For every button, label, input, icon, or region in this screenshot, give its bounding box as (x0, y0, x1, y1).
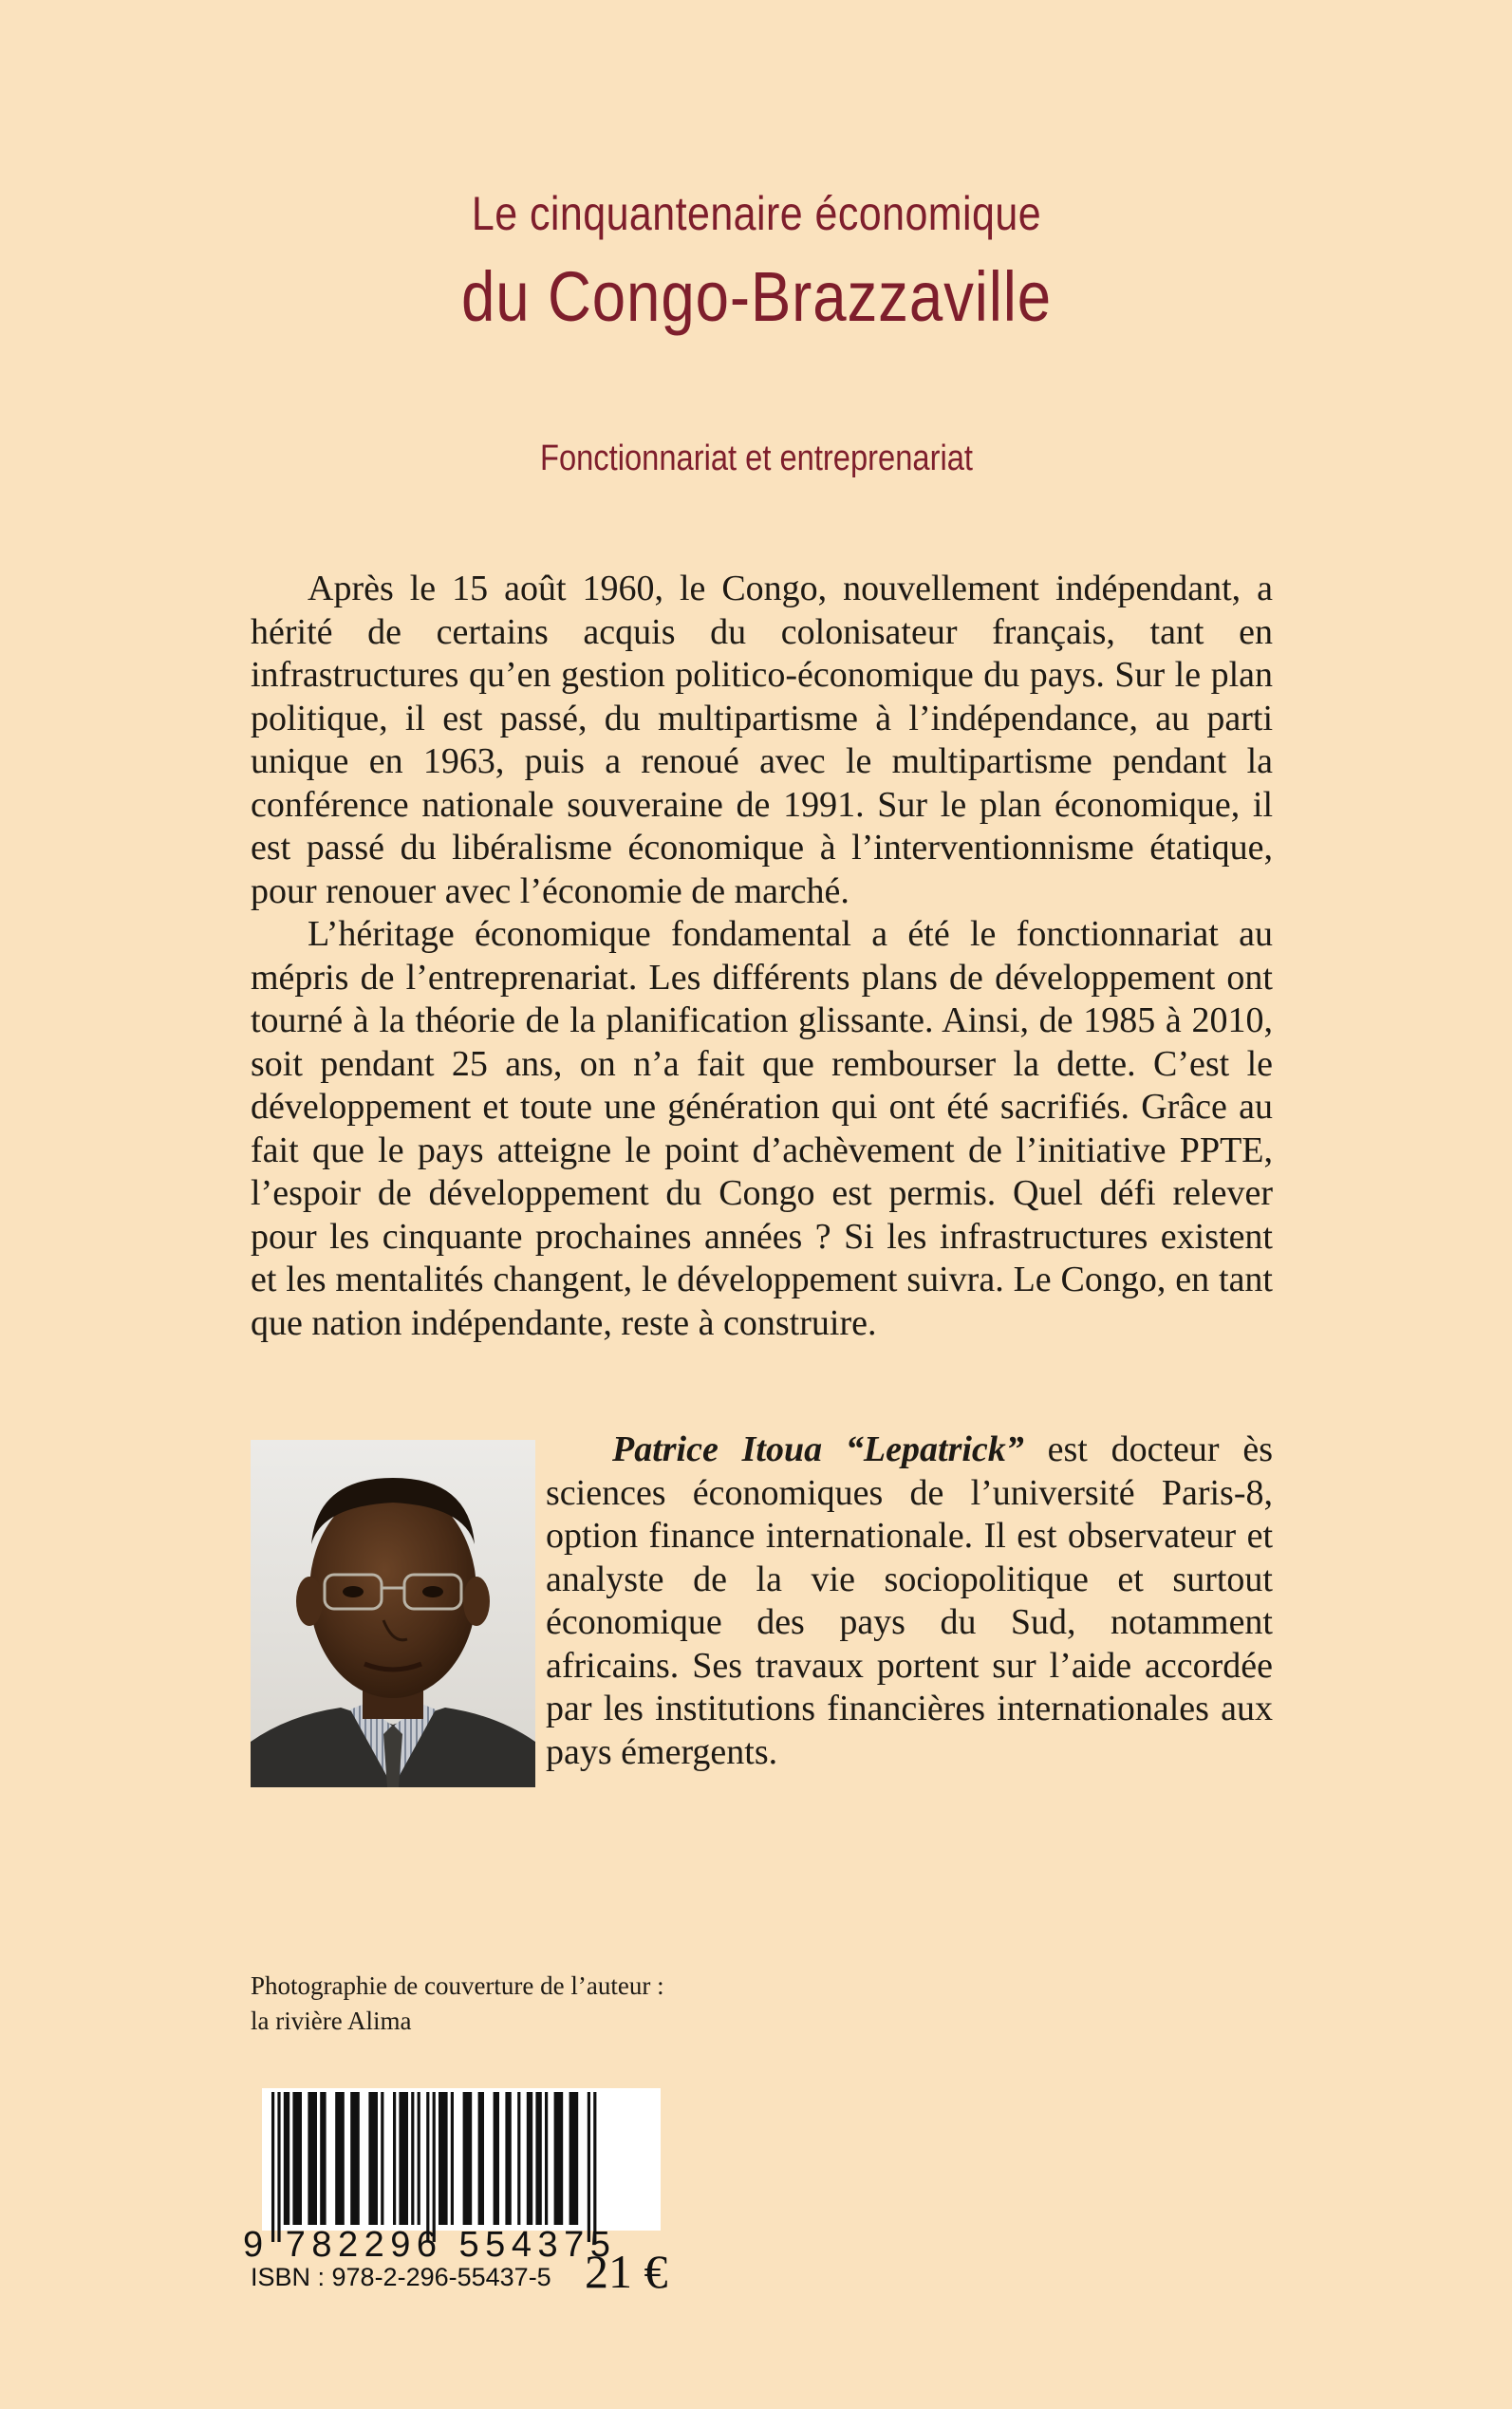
barcode-bar (545, 2092, 548, 2225)
barcode-bar (381, 2092, 383, 2225)
barcode-bar (588, 2092, 590, 2242)
barcode-bar (418, 2092, 420, 2225)
barcode-bar (517, 2092, 520, 2225)
author-bio-text: est docteur ès sciences économiques de l’université Paris-8, option finance internationale. Il est observateur et analyste de la vie sociopolitique et surtout économique des pays du Sud, notamment africains. Ses travaux portent sur l’aide accordée par les institutions financières internationales aux pays émergents. (546, 1429, 1273, 1772)
summary-text (251, 568, 1273, 1345)
barcode-bar (350, 2092, 360, 2225)
barcode-bar (451, 2092, 454, 2225)
author-name: Patrice Itoua “Lepatrick” (612, 1429, 1024, 1469)
barcode-bar (335, 2092, 345, 2225)
price: 21 € (585, 2245, 668, 2298)
barcode-bar (426, 2092, 429, 2242)
photo-credit-line-1: Photographie de couverture de l’auteur : (251, 1971, 664, 2000)
barcode-bar (271, 2092, 274, 2242)
author-portrait-icon (251, 1440, 535, 1787)
barcode-bar (505, 2092, 511, 2225)
author-photo (251, 1440, 535, 1787)
summary-paragraph-2: L’héritage économique fondamental a été le fonctionnariat au mépris de l’entreprenariat. Les différents plans de développement ont tourné à la théorie de la planification glissante. Ainsi, de 1985 à 2010, soit pendant 25 ans, on n’a fait que rembourser la dette. C’est le développement et toute une génération qui ont été sacrifiés. Grâce au fait que le pays atteigne le point d’achèvement de l’initiative PPTE, l’espoir de développement du Congo est permis. Quel défi relever pour les cinquante prochaines années ? Si les infrastructures existent et les mentalités changent, le développement suivra. Le Congo, en tant que nation indépendante, reste à construire. (251, 914, 1273, 1343)
title-line-2: du Congo-Brazzaville (460, 257, 1053, 336)
author-bio (546, 1429, 1273, 1774)
barcode-bar (368, 2092, 378, 2225)
barcode-bar (433, 2092, 436, 2242)
title-line-1: Le cinquantenaire économique (471, 187, 1042, 240)
barcode-bar (292, 2092, 302, 2225)
barcode-bar (277, 2092, 280, 2242)
barcode-bar (308, 2092, 317, 2225)
barcode-bar (393, 2092, 396, 2225)
isbn: ISBN : 978-2-296-55437-5 (251, 2263, 551, 2291)
barcode-bar (411, 2092, 414, 2225)
barcode-bar (494, 2092, 499, 2225)
barcode-bar (399, 2092, 408, 2225)
summary-paragraph-1: Après le 15 août 1960, le Congo, nouvellement indépendant, a hérité de certains acquis du colonisateur français, tant en infrastructures qu’en gestion politico-économique du pays. Sur le plan politique, il est passé, du multipartisme à l’indépendance, au parti unique en 1963, puis a renoué avec le multipartisme pendant la conférence nationale souveraine de 1991. Sur le plan économique, il est passé du libéralisme économique à l’interventionnisme étatique, pour renouer avec l’économie de marché. (251, 569, 1273, 911)
barcode-bar (478, 2092, 484, 2225)
barcode-digits: 9 782296 554375 (243, 2225, 617, 2265)
photo-credit-line-2: la rivière Alima (251, 2007, 412, 2035)
barcode-bar (569, 2092, 579, 2225)
barcode-bar (535, 2092, 541, 2225)
photo-credit (251, 1969, 664, 2039)
subtitle: Fonctionnariat et entreprenariat (539, 439, 973, 478)
barcode-bar (593, 2092, 596, 2242)
barcode-bar (527, 2092, 532, 2225)
barcode-bar (439, 2092, 448, 2225)
barcode-bar (463, 2092, 473, 2225)
barcode-bar (320, 2092, 326, 2225)
barcode-bar (284, 2092, 289, 2225)
barcode-bar (554, 2092, 564, 2225)
